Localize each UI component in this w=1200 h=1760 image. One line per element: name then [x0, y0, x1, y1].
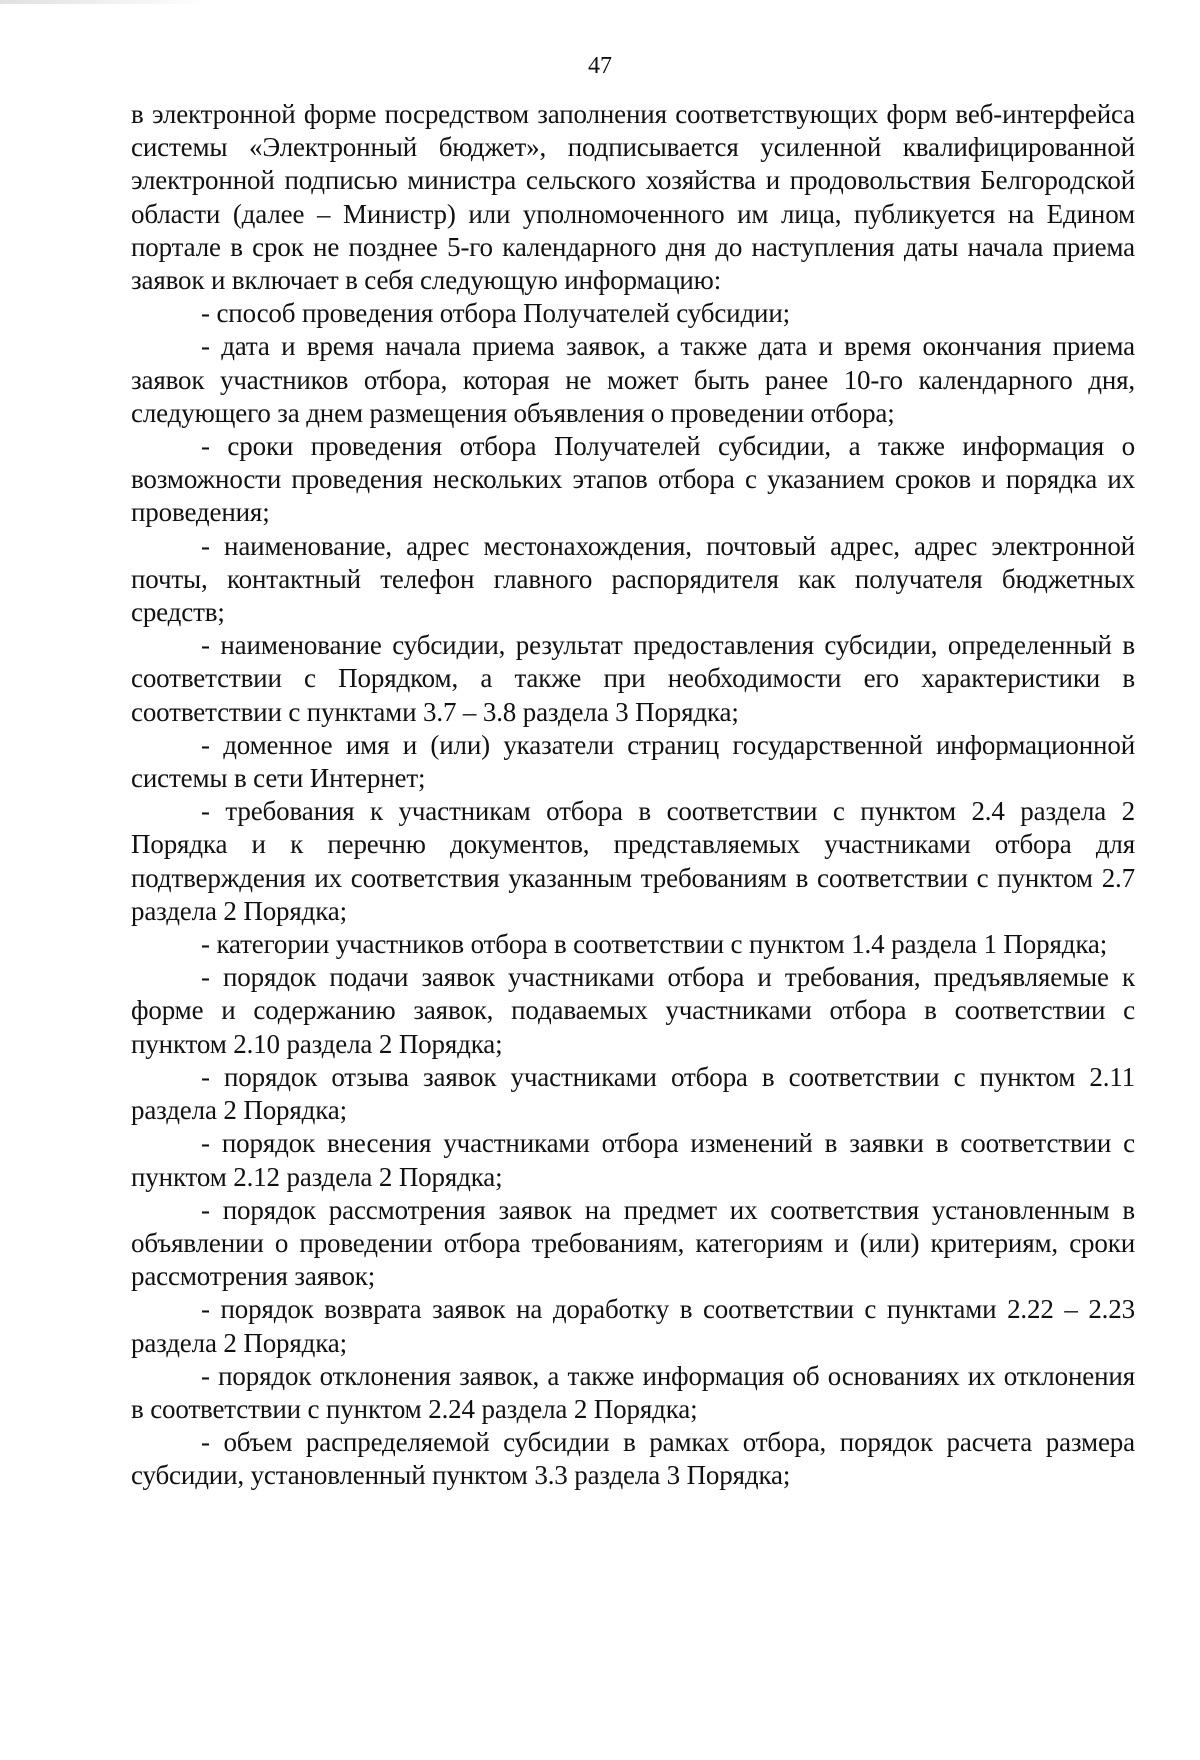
scan-edge-mark [0, 0, 210, 4]
list-item: - порядок внесения участниками отбора изменений в заявки в соответствии с пунктом 2.12 раздела 2 Порядка; [131, 1128, 1135, 1192]
list-item: - способ проведения отбора Получателей субсидии; [201, 298, 790, 329]
list-item: - дата и время начала приема заявок, а также дата и время окончания приема заявок участников отбора, которая не может быть ранее 10-го календарного дня, следующего за днем размещения объявления о проведении отбора; [131, 331, 1135, 428]
list-item: - порядок рассмотрения заявок на предмет их соответствия установленным в объявлении о проведении отбора требованиям, категориям и (или) критериям, сроки рассмотрения заявок; [131, 1194, 1135, 1292]
list-item: - порядок отзыва заявок участниками отбора в соответствии с пунктом 2.11 раздела 2 Порядка; [131, 1061, 1135, 1126]
list-item: - требования к участникам отбора в соответствии с пунктом 2.4 раздела 2 Порядка и к перечню документов, представляемых участниками отбора для подтверждения их соответствия указанным требованиям в соответствии с пунктом 2.7 раздела 2 Порядка; [131, 796, 1135, 926]
list-item: - категории участников отбора в соответствии с пунктом 1.4 раздела 1 Порядка; [201, 929, 1108, 960]
list-item: - объем распределяемой субсидии в рамках отбора, порядок расчета размера субсидии, установленный пунктом 3.3 раздела 3 Порядка; [131, 1427, 1135, 1491]
document-body [131, 98, 1135, 1493]
list-item: - порядок подачи заявок участниками отбора и требования, предъявляемые к форме и содержанию заявок, подаваемых участниками отбора в соответствии с пунктом 2.10 раздела 2 Порядка; [131, 962, 1135, 1059]
list-item: - порядок отклонения заявок, а также информация об основаниях их отклонения в соответствии с пунктом 2.24 раздела 2 Порядка; [131, 1360, 1135, 1424]
list-item: - порядок возврата заявок на доработку в соответствии с пунктами 2.22 – 2.23 раздела 2 Порядка; [131, 1294, 1135, 1358]
list-item: - наименование субсидии, результат предоставления субсидии, определенный в соответствии с Порядком, а также при необходимости его характеристики в соответствии с пунктами 3.7 – 3.8 раздела 3 Порядка; [131, 630, 1135, 727]
list-item: - наименование, адрес местонахождения, почтовый адрес, адрес электронной почты, контактный телефон главного распорядителя как получателя бюджетных средств; [131, 530, 1135, 628]
list-item: - сроки проведения отбора Получателей субсидии, а также информация о возможности проведения нескольких этапов отбора с указанием сроков и порядка их проведения; [131, 431, 1135, 528]
list-item: - доменное имя и (или) указатели страниц государственной информационной системы в сети Интернет; [131, 729, 1135, 794]
intro-paragraph: в электронной форме посредством заполнения соответствующих форм веб-интерфейса системы «Электронный бюджет», подписывается усиленной квалифицированной электронной подписью министра сельского хозяйства и продовольствия Белгородской области (далее – Министр) или уполномоченного им лица, публикуется на Едином портале в срок не позднее 5-го календарного дня до наступления даты начала приема заявок и включает в себя следующую информацию: [131, 99, 1135, 296]
page-number: 47 [588, 53, 612, 79]
